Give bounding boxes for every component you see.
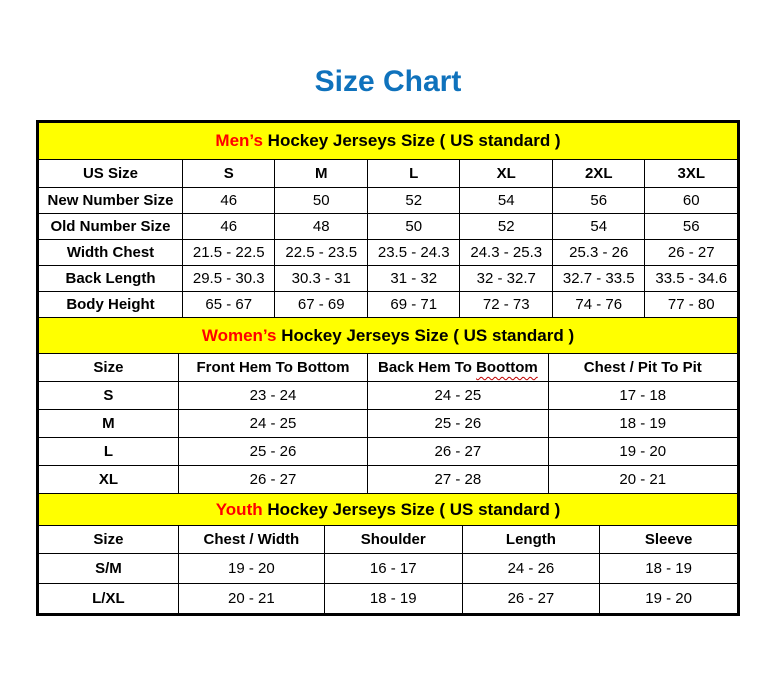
data-cell: 74 - 76 bbox=[552, 292, 645, 318]
data-cell: 20 - 21 bbox=[178, 584, 324, 614]
data-cell: 46 bbox=[182, 188, 275, 214]
column-header: L bbox=[367, 160, 460, 188]
data-cell: 26 - 27 bbox=[645, 240, 738, 266]
column-header: XL bbox=[460, 160, 553, 188]
page-title: Size Chart bbox=[314, 65, 462, 98]
column-header: US Size bbox=[39, 160, 183, 188]
youth-size-table bbox=[38, 494, 738, 614]
column-header: Length bbox=[462, 526, 600, 554]
data-cell: 20 - 21 bbox=[548, 466, 737, 494]
data-cell: 26 - 27 bbox=[368, 438, 548, 466]
data-cell: 69 - 71 bbox=[367, 292, 460, 318]
row-label: Back Length bbox=[39, 266, 183, 292]
column-header: Shoulder bbox=[324, 526, 462, 554]
column-header: Front Hem To Bottom bbox=[178, 354, 367, 382]
womens-table-title-row bbox=[39, 318, 738, 354]
column-header: M bbox=[275, 160, 368, 188]
table-row bbox=[39, 438, 738, 466]
data-cell: 77 - 80 bbox=[645, 292, 738, 318]
data-cell: 30.3 - 31 bbox=[275, 266, 368, 292]
size-chart bbox=[36, 120, 740, 616]
table-row bbox=[39, 214, 738, 240]
data-cell: 19 - 20 bbox=[548, 438, 737, 466]
mens-table-title-row bbox=[39, 123, 738, 160]
row-label: Body Height bbox=[39, 292, 183, 318]
data-cell: 21.5 - 22.5 bbox=[182, 240, 275, 266]
mens-title-rest: Hockey Jerseys Size ( US standard ) bbox=[262, 131, 561, 150]
youth-table-title-row bbox=[39, 494, 738, 526]
data-cell: 23.5 - 24.3 bbox=[367, 240, 460, 266]
data-cell: 18 - 19 bbox=[548, 410, 737, 438]
data-cell: 54 bbox=[552, 214, 645, 240]
row-label: Old Number Size bbox=[39, 214, 183, 240]
row-label: XL bbox=[39, 466, 179, 494]
data-cell: 48 bbox=[275, 214, 368, 240]
data-cell: 52 bbox=[367, 188, 460, 214]
data-cell: 32 - 32.7 bbox=[460, 266, 553, 292]
data-cell: 65 - 67 bbox=[182, 292, 275, 318]
womens-title-highlight: Women’s bbox=[201, 325, 277, 345]
table-row bbox=[39, 188, 738, 214]
data-cell: 46 bbox=[182, 214, 275, 240]
data-cell: 19 - 20 bbox=[600, 584, 738, 614]
row-label: Width Chest bbox=[39, 240, 183, 266]
column-header: Size bbox=[39, 354, 179, 382]
data-cell: 24 - 25 bbox=[178, 410, 367, 438]
row-label: M bbox=[39, 410, 179, 438]
data-cell: 72 - 73 bbox=[460, 292, 553, 318]
table-row bbox=[39, 240, 738, 266]
misspelled-word: Boottom bbox=[476, 359, 538, 376]
column-header: Sleeve bbox=[600, 526, 738, 554]
data-cell: 19 - 20 bbox=[178, 554, 324, 584]
youth-title-highlight: Youth bbox=[215, 499, 263, 519]
mens-size-table bbox=[38, 122, 738, 318]
youth-table-title bbox=[39, 494, 738, 526]
data-cell: 32.7 - 33.5 bbox=[552, 266, 645, 292]
column-header: Chest / Width bbox=[178, 526, 324, 554]
womens-table-title bbox=[39, 318, 738, 354]
column-header: S bbox=[182, 160, 275, 188]
data-cell: 22.5 - 23.5 bbox=[275, 240, 368, 266]
data-cell: 67 - 69 bbox=[275, 292, 368, 318]
data-cell: 25 - 26 bbox=[178, 438, 367, 466]
table-row bbox=[39, 466, 738, 494]
data-cell: 50 bbox=[367, 214, 460, 240]
row-label: S bbox=[39, 382, 179, 410]
data-cell: 60 bbox=[645, 188, 738, 214]
womens-size-table bbox=[38, 318, 738, 494]
data-cell: 52 bbox=[460, 214, 553, 240]
data-cell: 56 bbox=[552, 188, 645, 214]
data-cell: 16 - 17 bbox=[324, 554, 462, 584]
column-header: 2XL bbox=[552, 160, 645, 188]
data-cell: 33.5 - 34.6 bbox=[645, 266, 738, 292]
table-row bbox=[39, 266, 738, 292]
data-cell: 31 - 32 bbox=[367, 266, 460, 292]
row-label: L/XL bbox=[39, 584, 179, 614]
column-header: Chest / Pit To Pit bbox=[548, 354, 737, 382]
column-header: Back Hem To Boottom bbox=[368, 354, 548, 382]
youth-title-rest: Hockey Jerseys Size ( US standard ) bbox=[262, 499, 561, 519]
data-cell: 18 - 19 bbox=[324, 584, 462, 614]
data-cell: 26 - 27 bbox=[462, 584, 600, 614]
table-row bbox=[39, 554, 738, 584]
data-cell: 24 - 25 bbox=[368, 382, 548, 410]
data-cell: 17 - 18 bbox=[548, 382, 737, 410]
womens-column-header-row bbox=[39, 354, 738, 382]
data-cell: 18 - 19 bbox=[600, 554, 738, 584]
column-header: 3XL bbox=[645, 160, 738, 188]
column-header: Size bbox=[39, 526, 179, 554]
data-cell: 29.5 - 30.3 bbox=[182, 266, 275, 292]
data-cell: 25 - 26 bbox=[368, 410, 548, 438]
data-cell: 25.3 - 26 bbox=[552, 240, 645, 266]
row-label: S/M bbox=[39, 554, 179, 584]
data-cell: 26 - 27 bbox=[178, 466, 367, 494]
data-cell: 50 bbox=[275, 188, 368, 214]
table-row bbox=[39, 584, 738, 614]
youth-column-header-row bbox=[39, 526, 738, 554]
table-row bbox=[39, 382, 738, 410]
table-row bbox=[39, 292, 738, 318]
mens-title-highlight: Men’s bbox=[215, 131, 263, 150]
data-cell: 54 bbox=[460, 188, 553, 214]
data-cell: 23 - 24 bbox=[178, 382, 367, 410]
mens-column-header-row bbox=[39, 160, 738, 188]
row-label: L bbox=[39, 438, 179, 466]
mens-table-title bbox=[39, 123, 738, 160]
data-cell: 24.3 - 25.3 bbox=[460, 240, 553, 266]
table-row bbox=[39, 410, 738, 438]
data-cell: 24 - 26 bbox=[462, 554, 600, 584]
data-cell: 27 - 28 bbox=[368, 466, 548, 494]
data-cell: 56 bbox=[645, 214, 738, 240]
womens-title-rest: Hockey Jerseys Size ( US standard ) bbox=[276, 325, 575, 345]
row-label: New Number Size bbox=[39, 188, 183, 214]
